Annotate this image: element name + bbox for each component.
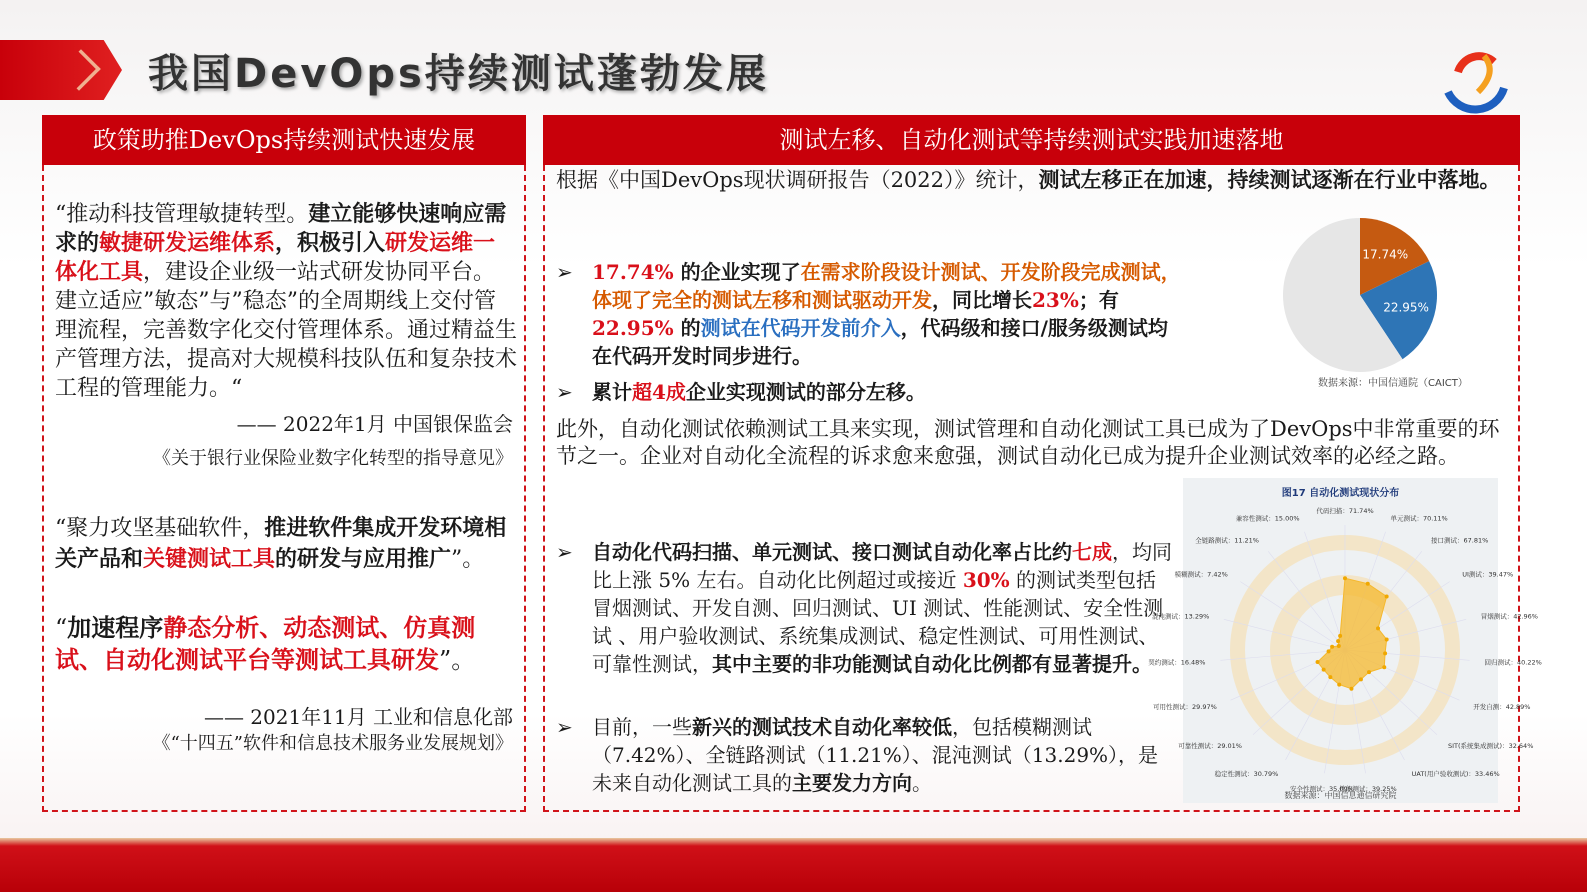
text-segment: 七成	[1072, 540, 1112, 564]
radar-axis-label: UI测试：39.47%	[1462, 570, 1514, 579]
text-segment: ”。	[451, 547, 485, 572]
bullet-emerging-tech	[592, 713, 1162, 797]
bullet-shift-left	[592, 258, 1187, 370]
text-segment: 测试在代码开发前介入	[700, 316, 901, 340]
radar-axis-label: 安全性测试：35.09%	[1290, 785, 1354, 794]
radar-point	[1337, 683, 1341, 687]
shift-left-pie-chart	[1275, 210, 1465, 375]
radar-point	[1385, 637, 1389, 641]
radar-axis-label: UAT(用户验收测试)：33.46%	[1411, 770, 1500, 779]
document-1: 《关于银行业保险业数字化转型的指导意见》	[153, 448, 513, 469]
text-segment: 的测试类型包括冒烟测试、开发自测、回归测试、UI 测试、性能测试、安全性测试 、用户验收测试、系统集成测试、稳定性测试、可用性测试、可靠性测试，	[592, 568, 1164, 676]
radar-axis-label: 单元测试：70.11%	[1390, 514, 1448, 523]
text-segment: 根据《中国DevOps现状调研报告（2022）》统计，	[556, 168, 1039, 192]
radar-point	[1330, 645, 1334, 649]
text-segment: 23%	[1032, 288, 1079, 312]
text-segment: 30%	[962, 568, 1010, 592]
text-segment: ；有	[1078, 288, 1119, 312]
document-2: 《“十四五”软件和信息技术服务业发展规划》	[152, 733, 513, 754]
text-segment: 企业实现测试的部分左移。	[685, 380, 926, 404]
radar-axis-label: 契约测试：16.48%	[1148, 658, 1206, 667]
radar-point	[1376, 626, 1380, 630]
radar-axis-label: 混沌测试：13.29%	[1151, 612, 1210, 621]
text-segment: 17.74%	[592, 260, 681, 284]
text-segment: 加速程序	[67, 613, 164, 642]
text-segment: 此外，自动化测试依赖测试工具来实现，测试管理和自动化测试工具已成为了DevOps中非常重要的环节之一。企业对自动化全流程的诉求愈来愈强，测试自动化已成为提升企业测试效率的必经之路。	[556, 417, 1500, 468]
left-panel-header: 政策助推DevOps持续测试快速发展	[42, 115, 526, 165]
radar-point	[1337, 644, 1341, 648]
radar-point	[1336, 639, 1340, 643]
text-segment: 主要发力方向	[792, 771, 912, 795]
text-segment: 建立能够快速响应需求的	[55, 201, 507, 256]
radar-axis-label: 代码扫描：71.74%	[1316, 507, 1374, 515]
text-segment: 累计	[592, 380, 632, 404]
radar-axis-label: 全链路测试：11.21%	[1195, 536, 1260, 545]
radar-axis-label: 兼容性测试：15.00%	[1235, 514, 1300, 523]
policy-quote-1	[55, 200, 517, 403]
text-segment: 静态分析、动态测试、仿真测试、自动化测试平台等测试工具研发	[55, 613, 476, 674]
radar-point	[1322, 668, 1326, 672]
radar-source: 数据来源：中国信息通信研究院	[1284, 791, 1397, 800]
text-segment: 的研发与应用推广	[275, 546, 452, 572]
radar-axis-label: SIT(系统集成测试)：32.64%	[1448, 741, 1534, 750]
citation-1: —— 2022年1月 中国银保监会	[236, 412, 513, 436]
radar-axis-label: 可用性测试：29.97%	[1152, 703, 1217, 712]
radar-point	[1316, 660, 1320, 664]
text-segment: ，包括模糊测试（7.42%）、全链路测试（11.21%）、混沌测试（13.29%），是未来自动化测试工具的	[592, 715, 1159, 795]
slide-title: 我国DevOps持续测试蓬勃发展	[148, 51, 769, 97]
text-segment: ，建设企业级一站式研发协同平台。建立适应”敏态”与”稳态”的全周期线上交付管理流程，完善数字化交付管理体系。通过精益生产管理方法，提高对大规模科技队伍和复杂技术工程的管理能力。“	[55, 260, 518, 401]
radar-point	[1359, 677, 1363, 681]
text-segment: 敏捷研发运维体系	[99, 230, 276, 256]
text-segment: 在需求阶段设计测试、开发阶段完成测试，体现了完全的测试左移和测试驱动开发	[592, 260, 1181, 312]
policy-quote-2	[55, 513, 517, 575]
pie-slice-label: 17.74%	[1362, 247, 1409, 262]
right-panel-header: 测试左移、自动化测试等持续测试实践加速落地	[543, 115, 1520, 165]
automation-paragraph	[556, 416, 1506, 470]
radar-axis-label: 开发自测：42.89%	[1473, 703, 1531, 712]
text-segment: 推进软件集成开发环境相关产品和	[55, 515, 507, 572]
radar-point	[1327, 649, 1331, 653]
radar-point	[1385, 594, 1389, 598]
bullet-arrow-icon: ➢	[556, 540, 573, 564]
text-segment: ，均同比上涨 5% 左右。自动化比例超过或接近	[592, 540, 1172, 592]
radar-point	[1383, 651, 1387, 655]
text-segment: ，同比增长	[932, 288, 1032, 312]
radar-axis-label: 模糊测试：7.42%	[1174, 570, 1228, 579]
radar-point	[1367, 670, 1371, 674]
pie-source: 数据来源：中国信通院（CAICT）	[1318, 378, 1468, 389]
citation-2: —— 2021年11月 工业和信息化部	[203, 705, 513, 729]
bullet-partial-shift	[592, 378, 1187, 406]
radar-axis-label: 冒烟测试：42.96%	[1480, 612, 1539, 621]
text-segment: 的	[673, 316, 701, 340]
radar-point	[1328, 675, 1332, 679]
bullet-arrow-icon: ➢	[556, 380, 573, 404]
radar-point	[1382, 665, 1386, 669]
text-segment: 。	[912, 771, 932, 795]
policy-quote-3	[55, 612, 517, 676]
radar-axis-label: 回归测试：40.22%	[1484, 658, 1542, 667]
text-segment: “	[55, 614, 68, 642]
footer-band	[0, 838, 1587, 892]
text-segment: 自动化代码扫描、单元测试、接口测试自动化率占比约	[592, 540, 1072, 564]
text-segment: “推动科技管理敏捷转型。	[55, 202, 309, 227]
text-segment: ”。	[439, 646, 476, 674]
radar-axis-label: 可靠性测试：29.01%	[1178, 741, 1242, 750]
pie-slice-label: 22.95%	[1383, 300, 1429, 315]
text-segment: 的企业实现了	[680, 260, 801, 284]
radar-point	[1343, 576, 1347, 580]
intro-text	[556, 166, 1506, 194]
automation-radar-chart	[1148, 478, 1542, 803]
text-segment: 关键测试工具	[143, 546, 276, 572]
text-segment: 测试左移正在加速，持续测试逐渐在行业中落地。	[1038, 167, 1501, 192]
radar-axis-label: 接口测试：67.81%	[1430, 536, 1489, 545]
text-segment: 目前，一些	[592, 715, 692, 739]
text-segment: 新兴的测试技术自动化率较低	[692, 715, 952, 739]
text-segment: ，积极引入	[275, 230, 386, 256]
radar-axis-label: 稳定性测试：30.79%	[1214, 770, 1279, 779]
text-segment: 超4成	[632, 380, 686, 404]
bullet-arrow-icon: ➢	[556, 715, 573, 739]
radar-point	[1349, 687, 1353, 691]
text-segment: 22.95%	[592, 316, 674, 340]
radar-point	[1366, 582, 1370, 586]
text-segment: 研发运维一体化工具	[55, 230, 496, 285]
text-segment: 其中主要的非功能测试自动化比例都有显著提升。	[712, 652, 1152, 676]
text-segment: ，代码级和接口/服务级测试均在代码开发时同步进行。	[592, 316, 1168, 368]
radar-point	[1338, 634, 1342, 638]
company-logo	[1438, 42, 1514, 118]
radar-axis-label: 性能测试：39.25%	[1339, 785, 1397, 794]
text-segment: “聚力攻坚基础软件，	[55, 516, 265, 541]
bullet-arrow-icon: ➢	[556, 260, 573, 284]
bullet-automation-rate	[592, 538, 1172, 678]
radar-title: 图17 自动化测试现状分布	[1281, 488, 1400, 499]
